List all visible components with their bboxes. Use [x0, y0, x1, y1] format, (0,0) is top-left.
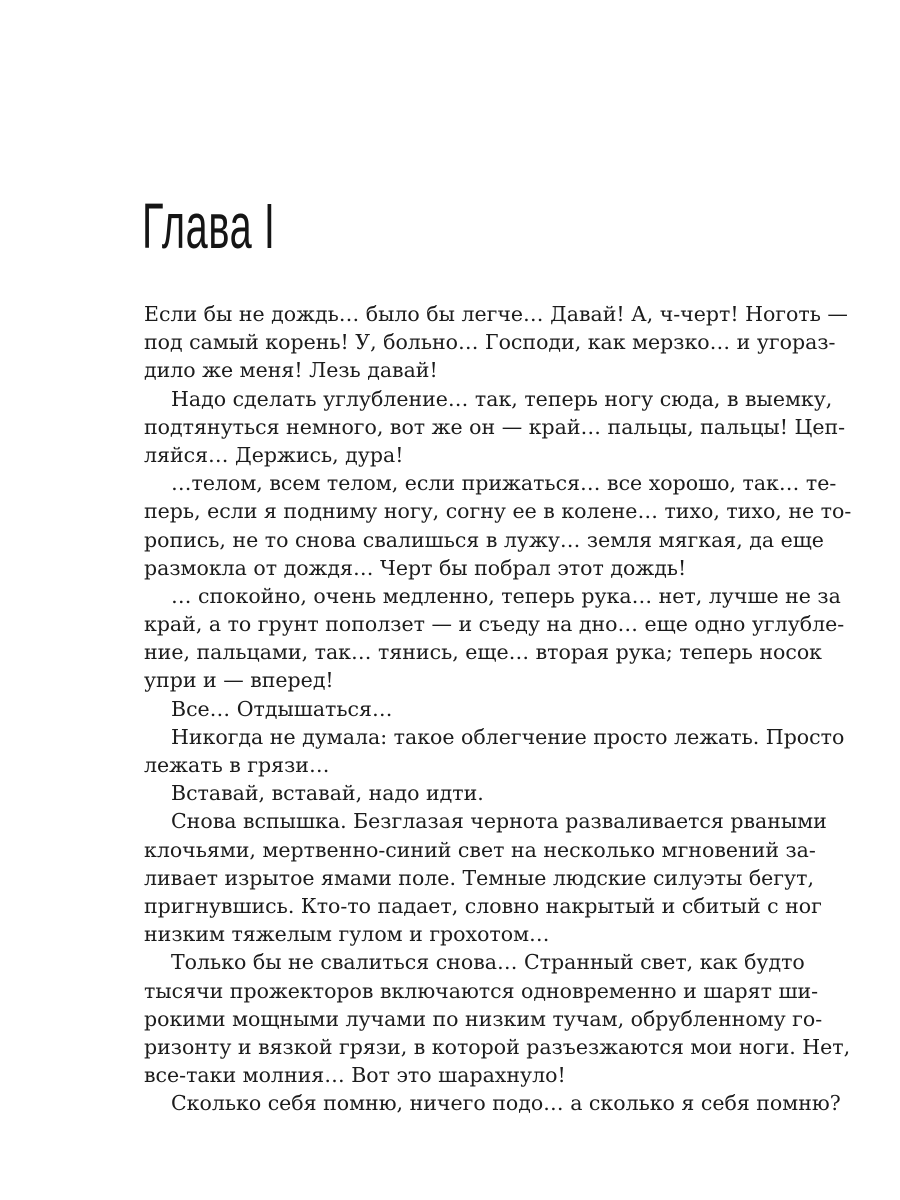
text-line: дило же меня! Лезь давай!: [144, 358, 438, 383]
text-line: край, а то грунт поползет — и съеду на дно… еще одно углубле-: [144, 612, 845, 637]
text-line: Вставай, вставай, надо идти.: [171, 781, 484, 806]
text-line: перь, если я подниму ногу, согну ее в колене… тихо, тихо, не то-: [144, 499, 852, 524]
text-line: Снова вспышка. Безглазая чернота разваливается рваными: [171, 809, 827, 834]
text-line: тысячи прожекторов включаются одновременно и шарят ши-: [144, 978, 819, 1003]
text-line: ливает изрытое ямами поле. Темные людские силуэты бегут,: [144, 865, 814, 890]
chapter-title: Глава I: [142, 190, 276, 262]
text-line: ние, пальцами, так… тянись, еще… вторая рука; теперь носок: [144, 640, 822, 665]
text-line: Если бы не дождь… было бы легче… Давай! А, ч-черт! Ноготь —: [144, 302, 848, 326]
text-line: Сколько себя помню, ничего подо… а сколько я себя помню?: [171, 1091, 841, 1116]
text-line: под самый корень! У, больно… Господи, как мерзко… и угораз-: [144, 330, 836, 355]
text-line: ризонту и вязкой грязи, в которой разъезжаются мои ноги. Нет,: [144, 1034, 851, 1059]
text-line: ропись, не то снова свалишься в лужу… земля мягкая, да еще: [144, 527, 824, 552]
text-line: упри и — вперед!: [144, 668, 334, 693]
text-line: рокими мощными лучами по низким тучам, обрубленному го-: [144, 1006, 823, 1031]
text-line: Надо сделать углубление… так, теперь ногу сюда, в выемку,: [171, 386, 833, 411]
text-line: ляйся… Держись, дура!: [144, 442, 404, 467]
text-line: лежать в грязи…: [144, 753, 330, 777]
text-line: размокла от дождя… Черт бы побрал этот дождь!: [144, 555, 687, 580]
text-line: …телом, всем телом, если прижаться… все хорошо, так… те-: [171, 471, 837, 496]
text-line: клочьями, мертвенно-синий свет на несколько мгновений за-: [144, 837, 816, 862]
chapter-body-text: [144, 300, 852, 1117]
text-line: все-таки молния… Вот это шарахнуло!: [144, 1063, 566, 1088]
text-line: подтянуться немного, вот же он — край… пальцы, пальцы! Цеп-: [144, 414, 846, 439]
text-line: пригнувшись. Кто-то падает, словно накрытый и сбитый с ног: [144, 893, 822, 918]
text-line: низким тяжелым гулом и грохотом…: [144, 922, 550, 947]
text-line: … спокойно, очень медленно, теперь рука… нет, лучше не за: [171, 583, 841, 608]
text-line: Все… Отдышаться…: [171, 696, 393, 721]
text-line: Только бы не свалиться снова… Странный свет, как будто: [171, 950, 805, 975]
text-line: Никогда не думала: такое облегчение просто лежать. Просто: [171, 724, 845, 749]
